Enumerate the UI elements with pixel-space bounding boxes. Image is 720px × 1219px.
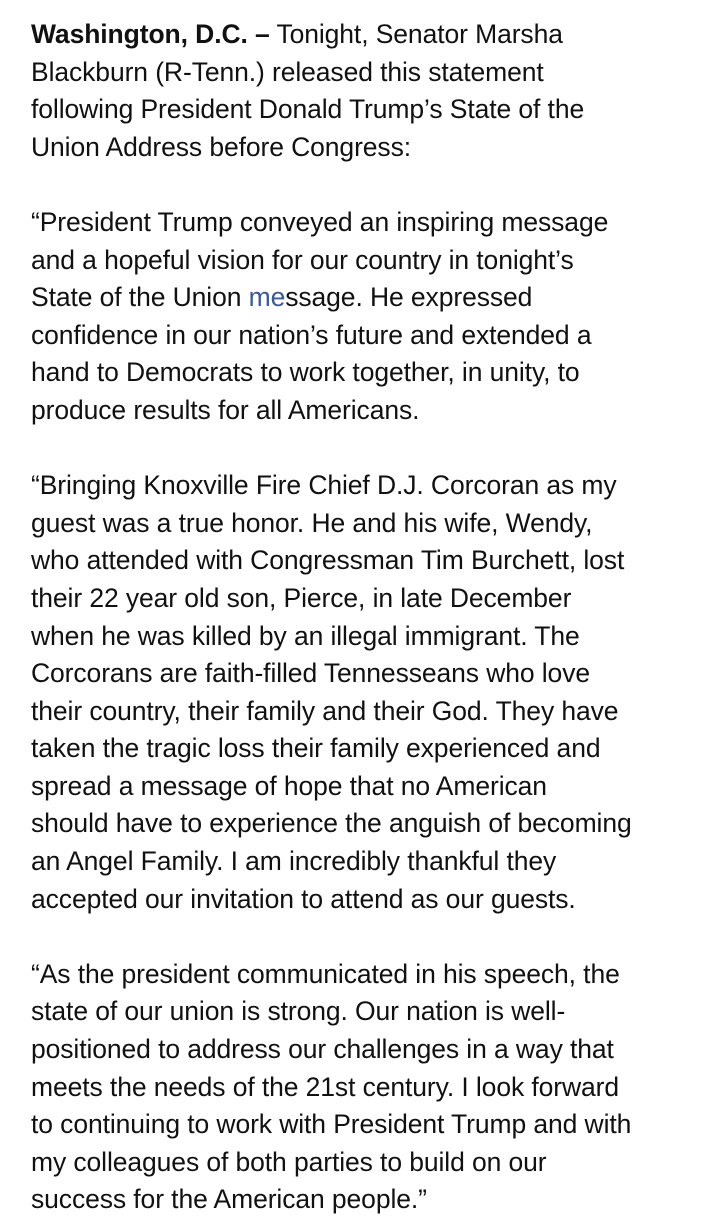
press-statement bbox=[31, 16, 703, 1219]
quote-text: State of the Union bbox=[31, 282, 249, 313]
quote-line: meets the needs of the 21st century. I look forward bbox=[31, 1071, 620, 1102]
quote-line: accepted our invitation to attend as our guests. bbox=[31, 883, 576, 914]
quote-line: state of our union is strong. Our nation is well- bbox=[31, 996, 566, 1027]
quote-line: Corcorans are faith-filled Tennesseans who love bbox=[31, 658, 590, 689]
quote-line: spread a message of hope that no American bbox=[31, 770, 547, 801]
intro-paragraph bbox=[31, 16, 703, 166]
quote-line: produce results for all Americans. bbox=[31, 394, 420, 425]
intro-line bbox=[31, 16, 703, 54]
intro-line: Union Address before Congress: bbox=[31, 131, 411, 162]
quote-line: and a hopeful vision for our country in tonight’s bbox=[31, 244, 574, 275]
quote-line: who attended with Congressman Tim Burchett, lost bbox=[31, 545, 625, 576]
quote-line: my colleagues of both parties to build on our bbox=[31, 1146, 547, 1177]
quote-line: guest was a true honor. He and his wife, Wendy, bbox=[31, 507, 593, 538]
quote-line: when he was killed by an illegal immigrant. The bbox=[31, 620, 580, 651]
quote-paragraph-1 bbox=[31, 204, 703, 430]
quote-paragraph-3 bbox=[31, 956, 703, 1219]
quote-line: their 22 year old son, Pierce, in late December bbox=[31, 582, 572, 613]
quote-line: their country, their family and their God. They have bbox=[31, 695, 619, 726]
quote-line: to continuing to work with President Trump and with bbox=[31, 1109, 632, 1140]
quote-line: should have to experience the anguish of becoming bbox=[31, 808, 632, 839]
intro-line: following President Donald Trump’s State of the bbox=[31, 94, 585, 125]
intro-line: Blackburn (R-Tenn.) released this statement bbox=[31, 56, 544, 87]
highlighted-text: me bbox=[248, 282, 286, 313]
quote-line: “As the president communicated in his speech, the bbox=[31, 958, 620, 989]
quote-line: positioned to address our challenges in a way that bbox=[31, 1034, 614, 1065]
quote-line: confidence in our nation’s future and extended a bbox=[31, 319, 592, 350]
quote-line: an Angel Family. I am incredibly thankful they bbox=[31, 846, 557, 877]
quote-line: taken the tragic loss their family experienced and bbox=[31, 733, 601, 764]
quote-text: ssage. He expressed bbox=[285, 282, 533, 313]
intro-text: Tonight, Senator Marsha bbox=[269, 19, 563, 49]
dateline: Washington, D.C. – bbox=[31, 19, 270, 49]
quote-line: success for the American people.” bbox=[31, 1184, 427, 1215]
quote-line: “President Trump conveyed an inspiring message bbox=[31, 206, 609, 237]
quote-paragraph-2 bbox=[31, 467, 703, 918]
quote-line bbox=[31, 279, 703, 317]
quote-line: “Bringing Knoxville Fire Chief D.J. Corcoran as my bbox=[31, 470, 617, 501]
quote-line: hand to Democrats to work together, in unity, to bbox=[31, 357, 580, 388]
